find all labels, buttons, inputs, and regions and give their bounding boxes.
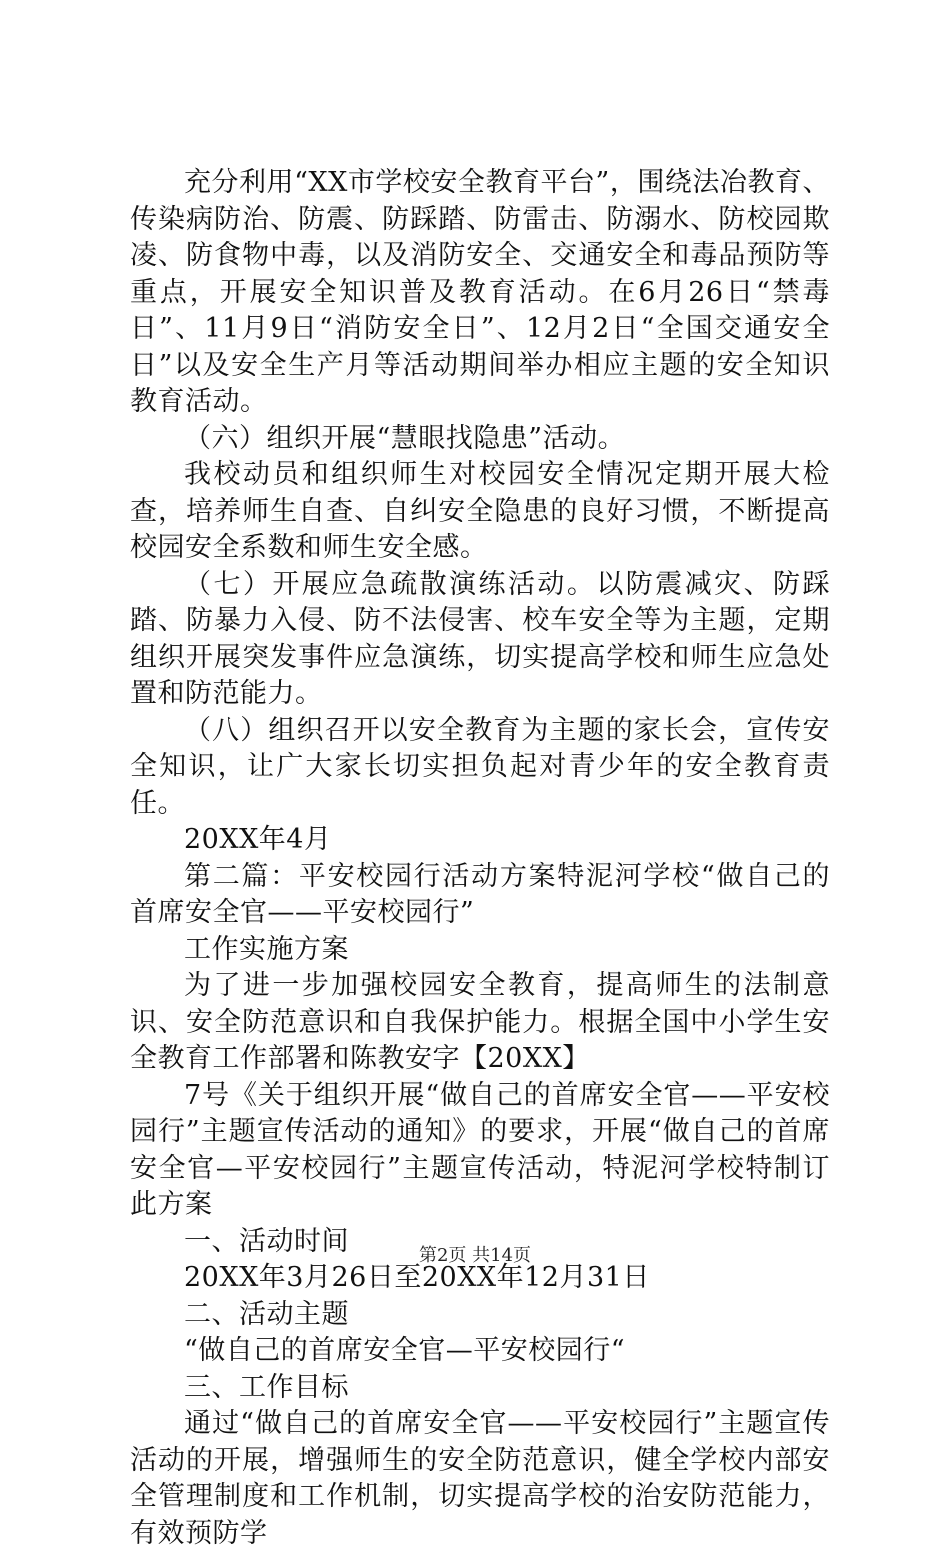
- paragraph-second-article-title: 第二篇：平安校园行活动方案特泥河学校“做自己的首席安全官——平安校园行”: [130, 860, 830, 928]
- paragraph-purpose: 为了进一步加强校园安全教育，提高师生的法制意识、安全防范意识和自我保护能力。根据全国中小学生安全教育工作部署和陈教安字【20XX】: [130, 970, 830, 1074]
- paragraph-date: 20XX年4月: [184, 824, 332, 855]
- paragraph-heading-seven: （七）开展应急疏散演练活动。以防震减灾、防踩踏、防暴力入侵、防不法侵害、校车安全等为主题，定期组织开展突发事件应急演练，切实提高学校和师生应急处置和防范能力。: [130, 568, 830, 709]
- paragraph-heading-six: （六）组织开展“慧眼找隐患”活动。: [184, 422, 626, 454]
- paragraph-activity-time: 20XX年3月26日至20XX年12月31日: [184, 1262, 650, 1293]
- paragraph-notice-reference: 7号《关于组织开展“做自己的首席安全官——平安校园行”主题宣传活动的通知》的要求，开展“做自己的首席安全官—平安校园行”主题宣传活动，特泥河学校特制订此方案: [130, 1079, 830, 1220]
- paragraph-hazard-inspection: 我校动员和组织师生对校园安全情况定期开展大检查，培养师生自查、自纠安全隐患的良好习惯，不断提高校园安全系数和师生安全感。: [130, 459, 830, 563]
- paragraph-activity-theme: “做自己的首席安全官—平安校园行“: [184, 1335, 626, 1366]
- paragraph-section-one-heading: 一、活动时间: [184, 1225, 349, 1257]
- paragraph-safety-education: 充分利用“XX市学校安全教育平台”，围绕法冶教育、传染病防治、防震、防踩踏、防雷击、防溺水、防校园欺凌、防食物中毒，以及消防安全、交通安全和毒品预防等重点，开展安全知识普及教育活动。在6月26日“禁毒日”、11月9日“消防安全日”、12月2日“全国交通安全日”以及安全生产月等活动期间举办相应主题的安全知识教育活动。: [130, 167, 830, 417]
- paragraph-section-three-heading: 三、工作目标: [184, 1371, 349, 1403]
- paragraph-plan-title: 工作实施方案: [184, 933, 349, 965]
- paragraph-heading-eight: （八）组织召开以安全教育为主题的家长会，宣传安全知识，让广大家长切实担负起对青少年的安全教育责任。: [130, 714, 830, 819]
- paragraph-work-goal: 通过“做自己的首席安全官——平安校园行”主题宣传活动的开展，增强师生的安全防范意识，健全学校内部安全管理制度和工作机制，切实提高学校的治安防范能力，有效预防学: [130, 1408, 830, 1549]
- page-number-footer: 第2页 共14页: [418, 1245, 532, 1266]
- paragraph-section-two-heading: 二、活动主题: [184, 1298, 349, 1330]
